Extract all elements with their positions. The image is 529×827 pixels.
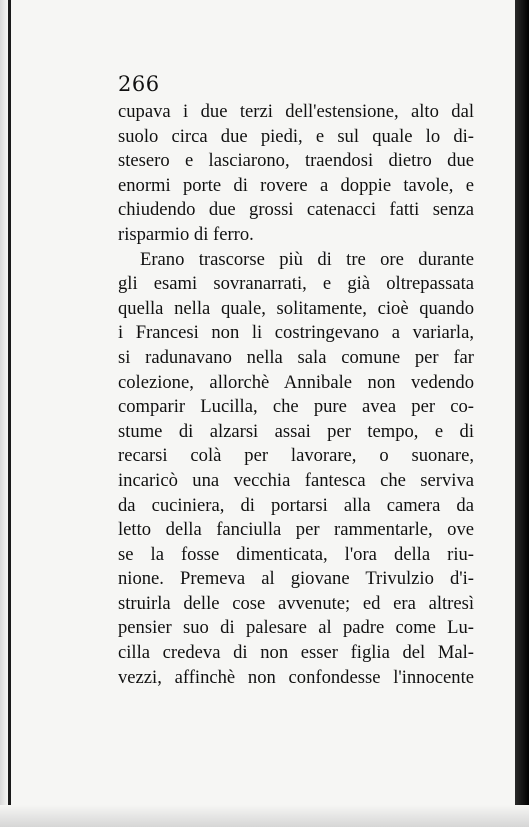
text-line: cilla credeva di non esser figlia del Mal- xyxy=(118,642,474,664)
text-line: se la fosse dimenticata, l'ora della riu- xyxy=(118,543,474,565)
left-margin-shadow xyxy=(0,0,8,827)
bottom-page-shadow xyxy=(0,805,529,827)
text-line: da cuciniera, di portarsi alla camera da xyxy=(118,494,474,516)
text-line: i Francesi non li costringevano a variarla, xyxy=(118,322,474,344)
text-line: comparir Lucilla, che pure avea per co- xyxy=(118,396,474,418)
text-line: risparmio di ferro. xyxy=(118,223,254,245)
text-line: letto della fanciulla per rammentarle, ove xyxy=(118,519,474,541)
text-line: suolo circa due piedi, e sul quale lo di- xyxy=(118,125,474,147)
text-line: pensier suo di palesare al padre come Lu- xyxy=(118,617,474,639)
text-line: gli esami sovranarrati, e già oltrepassata xyxy=(118,273,474,295)
text-line: quella nella quale, solitamente, cioè quando xyxy=(118,297,474,319)
text-line: stesero e lasciarono, traendosi dietro due xyxy=(118,150,474,172)
left-page-edge xyxy=(8,0,11,827)
text-line: recarsi colà per lavorare, o suonare, xyxy=(118,445,474,467)
text-line: incaricò una vecchia fantesca che serviva xyxy=(118,469,474,491)
body-text xyxy=(118,100,474,690)
text-line: chiudendo due grossi catenacci fatti senza xyxy=(118,199,474,221)
text-line: cupava i due terzi dell'estensione, alto dal xyxy=(118,101,474,122)
text-line: nione. Premeva al giovane Trivulzio d'i- xyxy=(118,568,474,590)
text-line: colezione, allorchè Annibale non vedendo xyxy=(118,371,474,393)
text-line: struirla delle cose avvenute; ed era altresì xyxy=(118,592,474,614)
page-number: 266 xyxy=(118,72,160,96)
text-line: enormi porte di rovere a doppie tavole, e xyxy=(118,174,474,196)
text-line: stume di alzarsi assai per tempo, e di xyxy=(118,420,474,442)
text-line: vezzi, affinchè non confondesse l'innocente xyxy=(118,666,474,688)
right-book-edge xyxy=(515,0,529,827)
text-line: Erano trascorse più di tre ore durante xyxy=(140,248,474,270)
text-line: si radunavano nella sala comune per far xyxy=(118,346,474,368)
